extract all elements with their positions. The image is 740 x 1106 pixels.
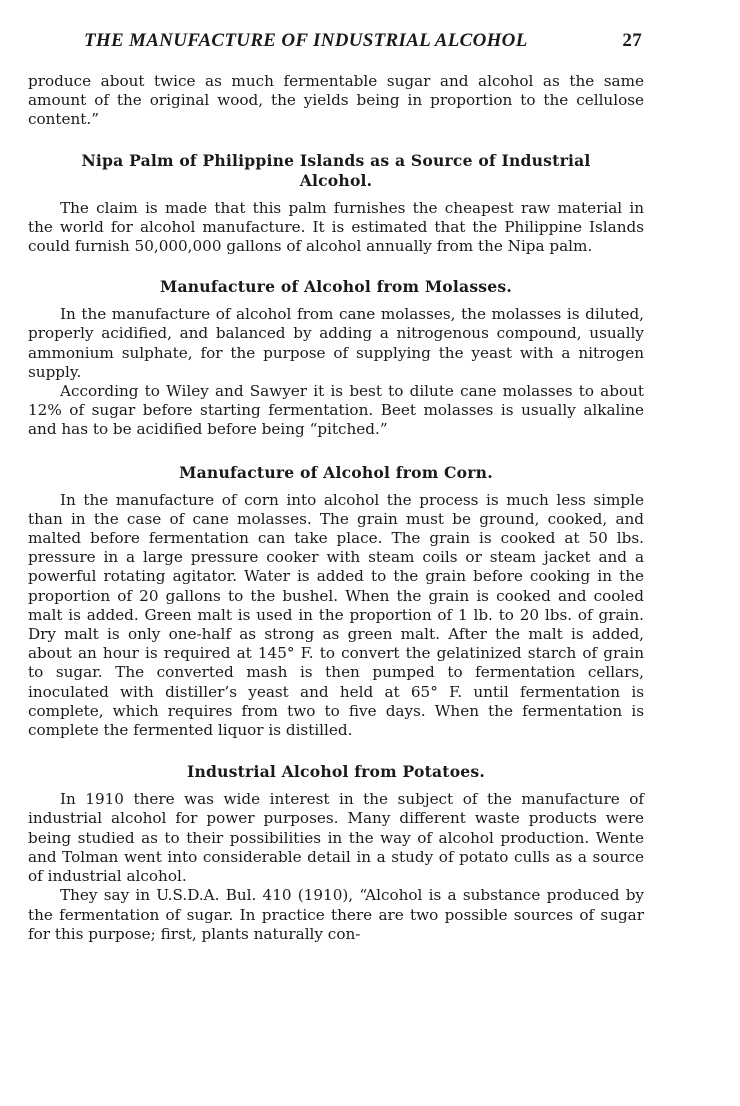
paragraph-corn: In the manufacture of corn into alcohol the process is much less simple than in the case of cane molasses. The grain must be ground, cooked, and malted before fermentation can take place. The grain is cooked at 50 lbs. pressure in a large pressure cooker with steam coils or steam jacket and a powerful rotating agitator. Water is added to the grain before cooking in the proportion of 20 gallons to the bushel. When the grain is cooked and cooled malt is added. Green malt is used in the proportion of 1 lb. to 20 lbs. of grain. Dry malt is only one-half as strong as green malt. After the malt is added, about an hour is required at 145° F. to convert the gelatinized starch of grain to sugar. The converted mash is then pumped to fermentation cellars, inoculated with distiller’s yeast and held at 65° F. until fermentation is complete, which requires from two to five days. When the fermentation is complete the fermented liquor is distilled. <box>28 490 644 740</box>
paragraph-potatoes-1: In 1910 there was wide interest in the subject of the manufacture of industrial alcohol for power purposes. Many different waste products were being studied as to their possibilities in the way of alcohol production. Wente and Tolman went into considerable detail in a study of potato culls as a source of industrial alcohol. <box>28 790 644 886</box>
section-heading-corn: Manufacture of Alcohol from Corn. <box>179 462 493 482</box>
paragraph-molasses-2: According to Wiley and Sawyer it is best to dilute cane molasses to about 12% of sugar before starting fermentation. Beet molasses is usually alkaline and has to be acidified before being “pitched.” <box>28 382 644 439</box>
paragraph-molasses-1: In the manufacture of alcohol from cane molasses, the molasses is diluted, properly acidified, and balanced by adding a nitrogenous compound, usually ammonium sulphate, for the purpose of supplying the yeast with a nitrogen supply. <box>28 305 644 381</box>
page-number: 27 <box>622 30 642 51</box>
continued-paragraph: produce about twice as much fermentable sugar and alcohol as the same amount of the original wood, the yields being in proportion to the cellulose content.” <box>28 72 644 129</box>
book-page <box>28 30 644 944</box>
section-heading-nipa-palm: Nipa Palm of Philippine Islands as a Source of Industrial Alcohol. <box>81 150 591 190</box>
paragraph-potatoes-2: They say in U.S.D.A. Bul. 410 (1910), “Alcohol is a substance produced by the fermentation of sugar. In practice there are two possible sources of sugar for this purpose; first, plants naturally con- <box>28 886 644 943</box>
section-heading-molasses: Manufacture of Alcohol from Molasses. <box>159 277 513 297</box>
running-header <box>28 30 644 56</box>
running-title: THE MANUFACTURE OF INDUSTRIAL ALCOHOL <box>84 30 528 51</box>
section-heading-potatoes: Industrial Alcohol from Potatoes. <box>186 762 486 782</box>
paragraph-nipa-palm: The claim is made that this palm furnishes the cheapest raw material in the world for alcohol manufacture. It is estimated that the Philippine Islands could furnish 50,000,000 gallons of alcohol annually from the Nipa palm. <box>28 198 644 256</box>
